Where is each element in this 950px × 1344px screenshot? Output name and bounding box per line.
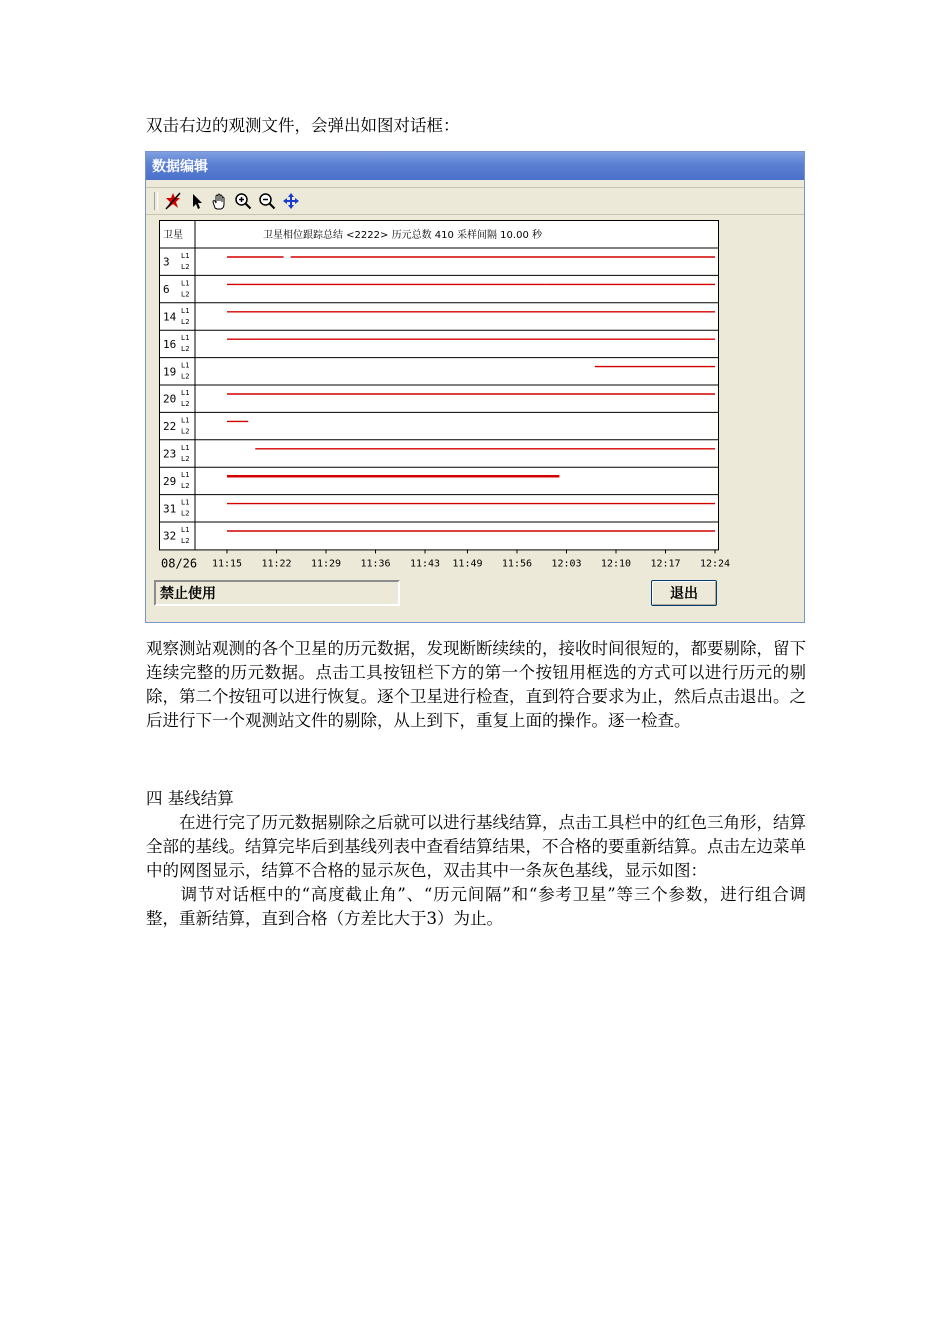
band-label-l2: L2 — [181, 454, 190, 463]
x-tick-label: 12:17 — [650, 558, 681, 570]
dialog-title: 数据编辑 — [146, 152, 804, 180]
x-tick-label: 11:15 — [211, 558, 243, 570]
band-label-l2: L2 — [181, 345, 190, 354]
date-label: 08/26 — [161, 556, 198, 571]
paragraph-1: 观察测站观测的各个卫星的历元数据，发现断断续续的，接收时间很短的，都要剔除，留下连续完整的历元数据。点击工具按钮栏下方的第一个按钮用框选的方式可以进行历元的剔除，第二个按钮可以进行恢复。逐个卫星进行检查，直到符合要求为止，然后点击退出。之后进行下一个观测站文件的剔除，从上到下，重复上面的操作。逐一检查。 — [146, 639, 806, 730]
sat-label: 16 — [163, 337, 177, 351]
tracking-chart-svg — [159, 220, 759, 576]
paragraph-2-text: 在进行完了历元数据剔除之后就可以进行基线结算，点击工具栏中的红色三角形，结算全部的基线。结算完毕后到基线列表中查看结算结果，不合格的要重新结算。点击左边菜单中的网图显示，结算不合格的显示灰色，双击其中一条灰色基线，显示如图： — [146, 813, 806, 880]
x-tick-label: 11:29 — [310, 558, 342, 570]
band-label-l2: L2 — [181, 317, 190, 326]
delete-marker-icon[interactable] — [164, 192, 182, 210]
sat-label: 19 — [163, 365, 177, 379]
sat-label: 22 — [163, 420, 177, 434]
band-label-l2: L2 — [181, 263, 190, 271]
x-tick-label: 11:49 — [452, 558, 483, 570]
pointer-icon[interactable] — [188, 192, 206, 210]
chart-summary: 卫星相位跟踪总结 <2222> 历元总数 410 采样间隔 10.00 秒 — [263, 230, 542, 241]
band-label-l1: L1 — [181, 443, 190, 452]
move-icon[interactable] — [282, 192, 300, 210]
band-label-l2: L2 — [181, 400, 190, 408]
paragraph-2 — [146, 811, 806, 931]
toolbar — [146, 187, 804, 215]
sat-column-header: 卫星 — [163, 230, 183, 241]
x-tick-label: 12:10 — [600, 558, 632, 570]
sat-label: 20 — [163, 392, 177, 406]
band-label-l2: L2 — [181, 427, 190, 436]
band-label-l2: L2 — [181, 537, 190, 545]
sat-label: 23 — [163, 447, 177, 461]
zoom-in-icon[interactable] — [234, 192, 252, 210]
x-tick-label: 12:24 — [699, 558, 731, 570]
hand-icon[interactable] — [210, 192, 228, 210]
band-label-l1: L1 — [181, 279, 190, 288]
sat-label: 6 — [163, 283, 170, 297]
x-tick-label: 11:56 — [501, 558, 533, 570]
x-tick-label: 11:22 — [261, 558, 292, 570]
band-label-l2: L2 — [181, 290, 190, 299]
band-label-l1: L1 — [181, 526, 190, 534]
sat-label: 31 — [163, 502, 177, 516]
section-heading: 四 基线结算 — [146, 789, 234, 808]
tracking-chart — [159, 220, 731, 571]
band-label-l1: L1 — [181, 334, 190, 343]
band-label-l1: L1 — [181, 389, 190, 397]
band-label-l1: L1 — [181, 361, 190, 370]
band-label-l1: L1 — [181, 306, 190, 315]
x-tick-label: 11:36 — [360, 558, 391, 570]
exit-button[interactable]: 退出 — [651, 580, 717, 606]
sat-label: 32 — [163, 529, 177, 543]
band-label-l1: L1 — [181, 498, 190, 507]
x-tick-label: 11:43 — [409, 558, 441, 570]
sat-label: 29 — [163, 474, 177, 488]
zoom-out-icon[interactable] — [258, 192, 276, 210]
band-label-l2: L2 — [181, 372, 190, 381]
data-edit-dialog — [145, 151, 805, 623]
sat-label: 14 — [163, 310, 177, 324]
x-tick-label: 12:03 — [551, 558, 582, 570]
sat-label: 3 — [163, 255, 170, 269]
band-label-l1: L1 — [181, 416, 190, 425]
band-label-l1: L1 — [181, 252, 190, 260]
toolbar-separator — [154, 192, 158, 210]
paragraph-3-text: 调节对话框中的“高度截止角”、“历元间隔”和“参考卫星”等三个参数，进行组合调整，重新结算，直到合格（方差比大于3）为止。 — [146, 885, 806, 928]
band-label-l2: L2 — [181, 482, 190, 491]
status-field: 禁止使用 — [154, 580, 400, 606]
band-label-l2: L2 — [181, 509, 190, 518]
intro-paragraph: 双击右边的观测文件，会弹出如图对话框： — [146, 116, 460, 135]
band-label-l1: L1 — [181, 471, 190, 480]
